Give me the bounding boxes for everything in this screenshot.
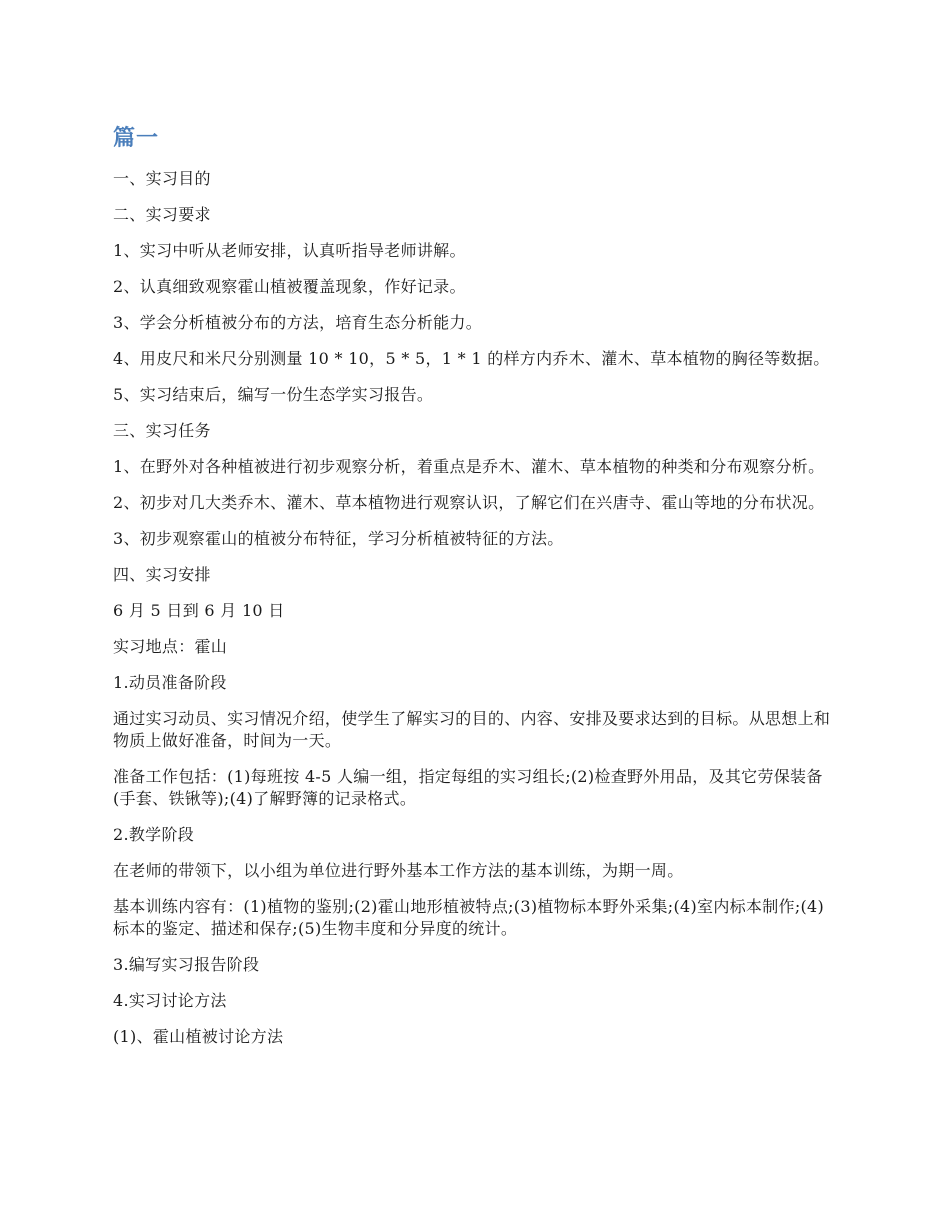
schedule-location: 实习地点：霍山 <box>113 637 228 656</box>
stage-heading: 2.教学阶段 <box>113 825 195 844</box>
document-title: 篇一 <box>113 126 160 151</box>
task-item: 2、初步对几大类乔木、灌木、草本植物进行观察认识，了解它们在兴唐寺、霍山等地的分布状况。 <box>113 493 825 512</box>
task-item: 3、初步观察霍山的植被分布特征，学习分析植被特征的方法。 <box>113 529 564 548</box>
document-body <box>113 122 839 1062</box>
stage-description: 通过实习动员、实习情况介绍，使学生了解实习的目的、内容、安排及要求达到的目标。从思想上和物质上做好准备，时间为一天。 <box>113 709 831 750</box>
schedule-dates: 6 月 5 日到 6 月 10 日 <box>113 601 285 620</box>
requirement-item: 1、实习中听从老师安排，认真听指导老师讲解。 <box>113 241 466 260</box>
requirement-item: 5、实习结束后，编写一份生态学实习报告。 <box>113 385 434 404</box>
stage-description: 准备工作包括：(1)每班按 4-5 人编一组，指定每组的实习组长;(2)检查野外用品，及其它劳保装备(手套、铁锹等);(4)了解野簿的记录格式。 <box>113 767 823 808</box>
stage-heading: 4.实习讨论方法 <box>113 991 227 1010</box>
section-heading-tasks: 三、实习任务 <box>113 421 211 440</box>
section-heading-purpose: 一、实习目的 <box>113 169 211 188</box>
section-heading-requirements: 二、实习要求 <box>113 205 211 224</box>
requirement-item: 2、认真细致观察霍山植被覆盖现象，作好记录。 <box>113 277 466 296</box>
stage-description: 基本训练内容有：(1)植物的鉴别;(2)霍山地形植被特点;(3)植物标本野外采集;(4)室内标本制作;(4)标本的鉴定、描述和保存;(5)生物丰度和分异度的统计。 <box>113 897 825 938</box>
section-heading-schedule: 四、实习安排 <box>113 565 211 584</box>
method-item: (1)、霍山植被讨论方法 <box>113 1027 284 1046</box>
stage-description: 在老师的带领下，以小组为单位进行野外基本工作方法的基本训练，为期一周。 <box>113 861 684 880</box>
requirement-item: 3、学会分析植被分布的方法，培育生态分析能力。 <box>113 313 483 332</box>
requirement-item: 4、用皮尺和米尺分别测量 10 * 10，5 * 5，1 * 1 的样方内乔木、灌木、草本植物的胸径等数据。 <box>113 349 830 368</box>
stage-heading: 3.编写实习报告阶段 <box>113 955 260 974</box>
stage-heading: 1.动员准备阶段 <box>113 673 227 692</box>
task-item: 1、在野外对各种植被进行初步观察分析，着重点是乔木、灌木、草本植物的种类和分布观察分析。 <box>113 457 825 476</box>
